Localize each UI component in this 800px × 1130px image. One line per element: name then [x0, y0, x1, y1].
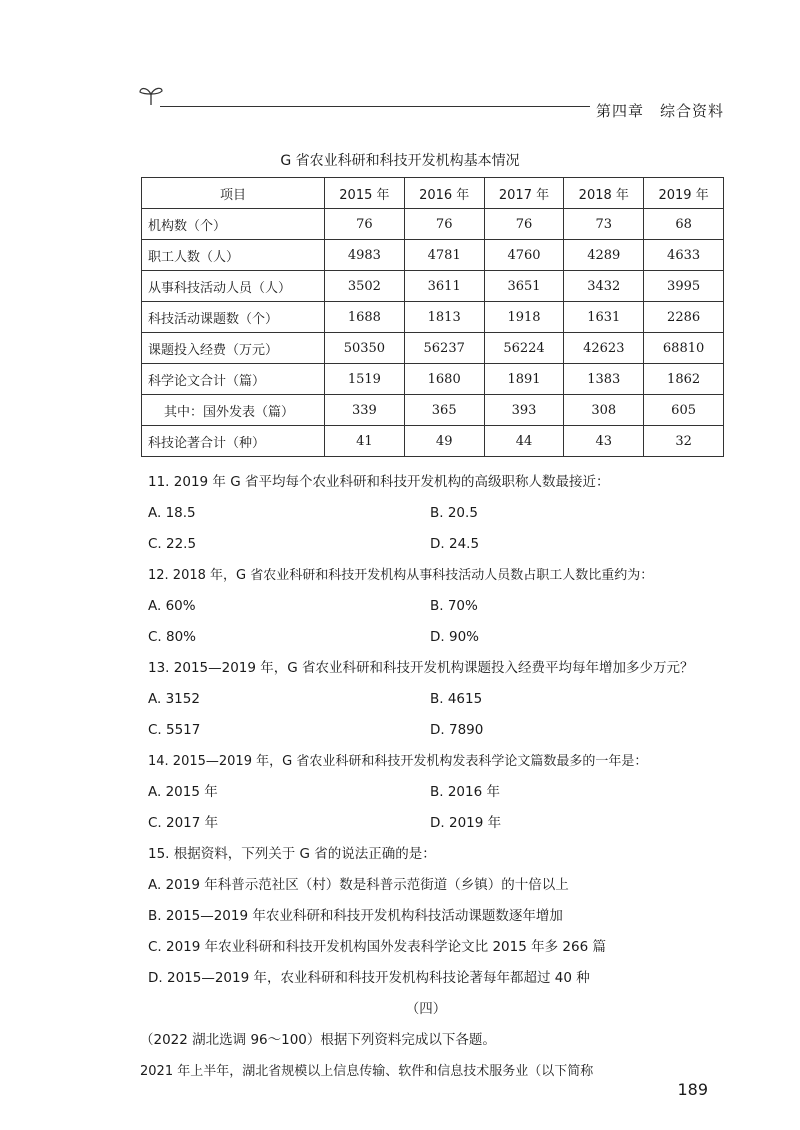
table-cell: 339 [325, 395, 405, 426]
option-d: D. 2015—2019 年，农业科研和科技开发机构科技论著每年都超过 40 种 [148, 970, 590, 986]
option-c: C. 2019 年农业科研和科技开发机构国外发表科学论文比 2015 年多 266 篇 [148, 939, 606, 955]
question-14 [148, 746, 728, 839]
option-row [148, 529, 728, 560]
table-cell: 1688 [325, 302, 405, 333]
question-stem: 13. 2015—2019 年，G 省农业科研和科技开发机构课题投入经费平均每年增加多少万元？ [148, 660, 694, 676]
option-c: C. 2017 年 [148, 815, 219, 831]
option-row [148, 715, 728, 746]
table-cell: 41 [325, 426, 405, 457]
table-row [142, 240, 724, 271]
option-d: D. 7890 [430, 722, 484, 738]
row-label: 科技论著合计（种） [142, 426, 325, 457]
row-label: 科技活动课题数（个） [142, 302, 325, 333]
table-title: G 省农业科研和科技开发机构基本情况 [280, 153, 520, 169]
table-cell: 68810 [644, 333, 724, 364]
row-label: 职工人数（人） [142, 240, 325, 271]
section-heading: （四） [405, 1001, 447, 1017]
option-row [148, 808, 728, 839]
option-b: B. 2016 年 [430, 784, 500, 800]
table-cell: 605 [644, 395, 724, 426]
table-cell: 365 [404, 395, 484, 426]
option-b: B. 2015—2019 年农业科研和科技开发机构科技活动课题数逐年增加 [148, 908, 563, 924]
question-13 [148, 653, 728, 746]
section-intro: （2022 湖北选调 96～100）根据下列资料完成以下各题。 [140, 1032, 496, 1048]
table-row [142, 333, 724, 364]
table-row [142, 395, 724, 426]
row-label: 课题投入经费（万元） [142, 333, 325, 364]
table-cell: 49 [404, 426, 484, 457]
table-cell: 32 [644, 426, 724, 457]
table-cell: 1891 [484, 364, 564, 395]
option-row [148, 684, 728, 715]
table-cell: 1383 [564, 364, 644, 395]
table-cell: 1519 [325, 364, 405, 395]
table-header-row [142, 178, 724, 209]
table-cell: 3611 [404, 271, 484, 302]
question-12 [148, 560, 728, 653]
option-b: B. 4615 [430, 691, 483, 707]
page-number: 189 [677, 1080, 708, 1099]
option-c: C. 22.5 [148, 536, 197, 552]
column-header: 2019 年 [644, 178, 724, 209]
statistics-table [141, 177, 724, 457]
table-cell: 76 [404, 209, 484, 240]
option-a: A. 2019 年科普示范社区（村）数是科普示范街道（乡镇）的十倍以上 [148, 877, 569, 893]
table-cell: 3502 [325, 271, 405, 302]
option-a: A. 18.5 [148, 505, 196, 521]
table-cell: 4760 [484, 240, 564, 271]
column-header: 项目 [142, 178, 325, 209]
option-row [148, 498, 728, 529]
question-11 [148, 467, 728, 560]
header-rule [160, 106, 590, 107]
table-cell: 3432 [564, 271, 644, 302]
row-label: 机构数（个） [142, 209, 325, 240]
table-cell: 56224 [484, 333, 564, 364]
column-header: 2017 年 [484, 178, 564, 209]
column-header: 2018 年 [564, 178, 644, 209]
option-b: B. 20.5 [430, 505, 478, 521]
option-a: A. 3152 [148, 691, 200, 707]
option-c: C. 5517 [148, 722, 201, 738]
row-label: 其中：国外发表（篇） [142, 395, 325, 426]
sprout-icon [138, 84, 164, 106]
question-stem: 15. 根据资料，下列关于 G 省的说法正确的是： [148, 846, 436, 862]
table-row [142, 209, 724, 240]
table-row [142, 364, 724, 395]
option-d: D. 2019 年 [430, 815, 502, 831]
column-header: 2016 年 [404, 178, 484, 209]
table-cell: 1631 [564, 302, 644, 333]
question-section [140, 467, 728, 1087]
column-header: 2015 年 [325, 178, 405, 209]
table-cell: 76 [484, 209, 564, 240]
table-cell: 4983 [325, 240, 405, 271]
table-cell: 50350 [325, 333, 405, 364]
option-row [148, 777, 728, 808]
option-a: A. 2015 年 [148, 784, 218, 800]
table-row [142, 426, 724, 457]
table-cell: 393 [484, 395, 564, 426]
row-label: 从事科技活动人员（人） [142, 271, 325, 302]
chapter-heading: 第四章 综合资料 [595, 102, 724, 120]
option-c: C. 80% [148, 629, 197, 645]
table-row [142, 302, 724, 333]
table-cell: 4781 [404, 240, 484, 271]
section-paragraph: 2021 年上半年，湖北省规模以上信息传输、软件和信息技术服务业（以下简称 [140, 1064, 594, 1079]
table-cell: 76 [325, 209, 405, 240]
table-cell: 68 [644, 209, 724, 240]
option-b: B. 70% [430, 598, 478, 614]
option-d: D. 90% [430, 629, 479, 645]
row-label: 科学论文合计（篇） [142, 364, 325, 395]
question-stem: 14. 2015—2019 年，G 省农业科研和科技开发机构发表科学论文篇数最多的一年是： [148, 754, 648, 769]
table-cell: 4633 [644, 240, 724, 271]
table-cell: 1813 [404, 302, 484, 333]
question-stem: 11. 2019 年 G 省平均每个农业科研和科技开发机构的高级职称人数最接近： [148, 474, 610, 490]
table-cell: 73 [564, 209, 644, 240]
table-cell: 1918 [484, 302, 564, 333]
table-cell: 56237 [404, 333, 484, 364]
table-cell: 1862 [644, 364, 724, 395]
table-cell: 3995 [644, 271, 724, 302]
option-row [148, 591, 728, 622]
table-cell: 3651 [484, 271, 564, 302]
option-row [148, 622, 728, 653]
table-cell: 308 [564, 395, 644, 426]
table-cell: 1680 [404, 364, 484, 395]
table-cell: 44 [484, 426, 564, 457]
table-cell: 43 [564, 426, 644, 457]
table-cell: 4289 [564, 240, 644, 271]
question-stem: 12. 2018 年，G 省农业科研和科技开发机构从事科技活动人员数占职工人数比重约为： [148, 568, 654, 583]
question-15 [148, 839, 728, 994]
option-d: D. 24.5 [430, 536, 480, 552]
option-a: A. 60% [148, 598, 196, 614]
table-cell: 42623 [564, 333, 644, 364]
table-cell: 2286 [644, 302, 724, 333]
table-row [142, 271, 724, 302]
